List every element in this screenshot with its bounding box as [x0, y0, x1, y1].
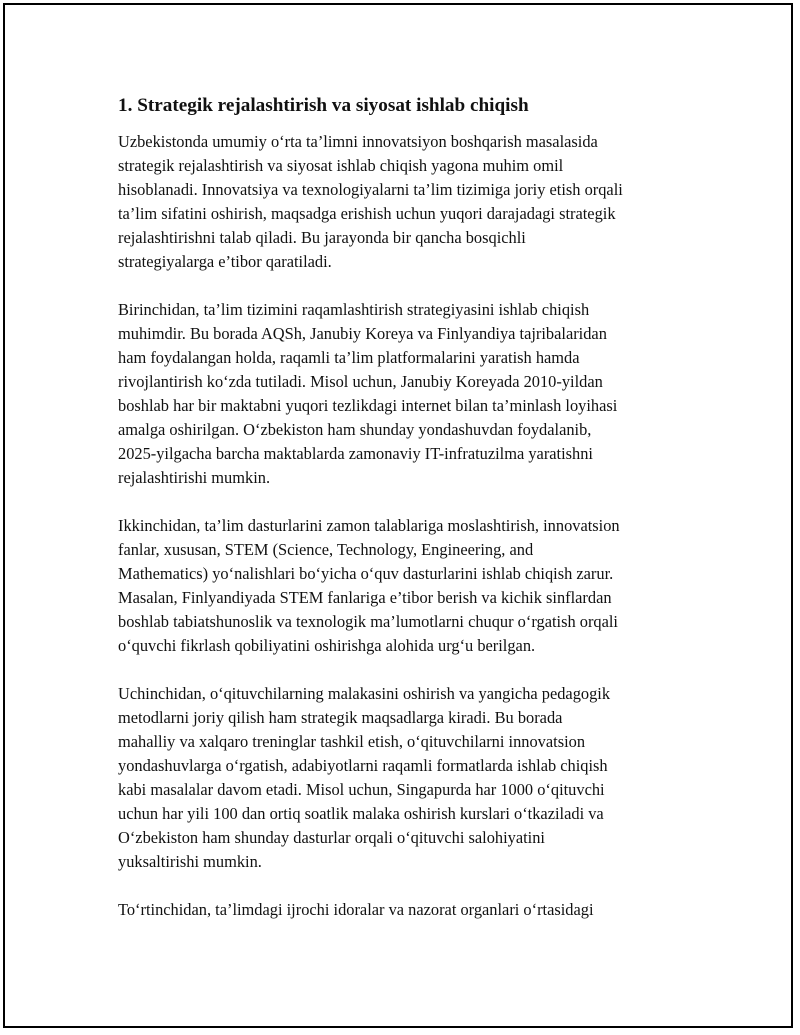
- text-line: Uchinchidan, o‘qituvchilarning malakasini oshirish va yangicha pedagogik: [118, 684, 611, 703]
- text-line: Masalan, Finlyandiyada STEM fanlariga e’tibor berish va kichik sinflardan: [118, 588, 612, 607]
- text-line: uchun har yili 100 dan ortiq soatlik malaka oshirish kurslari o‘tkaziladi va: [118, 804, 604, 823]
- text-line: boshlab tabiatshunoslik va texnologik ma’lumotlarni chuqur o‘rgatish orqali: [118, 612, 618, 631]
- text-line: kabi masalalar davom etadi. Misol uchun, Singapurda har 1000 o‘qituvchi: [118, 780, 605, 799]
- text-line: rejalashtirishni talab qiladi. Bu jarayonda bir qancha bosqichli: [118, 228, 526, 247]
- text-line: fanlar, xususan, STEM (Science, Technology, Engineering, and: [118, 540, 534, 559]
- text-line: metodlarni joriy qilish ham strategik maqsadlarga kiradi. Bu borada: [118, 708, 563, 727]
- text-line: amalga oshirilgan. O‘zbekiston ham shunday yondashuvdan foydalanib,: [118, 420, 592, 439]
- text-line: mahalliy va xalqaro treninglar tashkil etish, o‘qituvchilarni innovatsion: [118, 732, 586, 751]
- text-line: yondashuvlarga o‘rgatish, adabiyotlarni raqamli formatlarda ishlab chiqish: [118, 756, 608, 775]
- text-line: Birinchidan, ta’lim tizimini raqamlashtirish strategiyasini ishlab chiqish: [118, 300, 590, 319]
- text-line: strategiyalarga e’tibor qaratiladi.: [118, 252, 332, 271]
- text-line: rejalashtirishi mumkin.: [118, 468, 271, 487]
- paragraph-fourth: [118, 898, 688, 922]
- text-line: yuksaltirishi mumkin.: [118, 852, 262, 871]
- paragraph-second: [118, 514, 688, 658]
- text-line: Uzbekistonda umumiy o‘rta ta’limni innovatsiyon boshqarish masalasida: [118, 132, 598, 151]
- paragraph-first: [118, 298, 688, 490]
- text-line: Mathematics) yo‘nalishlari bo‘yicha o‘quv dasturlarini ishlab chiqish zarur.: [118, 564, 614, 583]
- text-line: hisoblanadi. Innovatsiya va texnologiyalarni ta’lim tizimiga joriy etish orqali: [118, 180, 623, 199]
- text-line: To‘rtinchidan, ta’limdagi ijrochi idoralar va nazorat organlari o‘rtasidagi: [118, 900, 594, 919]
- text-line: ham foydalangan holda, raqamli ta’lim platformalarini yaratish hamda: [118, 348, 580, 367]
- text-line: boshlab har bir maktabni yuqori tezlikdagi internet bilan ta’minlash loyihasi: [118, 396, 618, 415]
- document-body: [118, 94, 688, 946]
- text-line: 2025-yilgacha barcha maktablarda zamonaviy IT-infratuzilma yaratishni: [118, 444, 593, 463]
- text-line: ta’lim sifatini oshirish, maqsadga erishish uchun yuqori darajadagi strategik: [118, 204, 616, 223]
- text-line: o‘quvchi fikrlash qobiliyatini oshirishga alohida urg‘u berilgan.: [118, 636, 536, 655]
- text-line: strategik rejalashtirish va siyosat ishlab chiqish yagona muhim omil: [118, 156, 564, 175]
- text-line: Ikkinchidan, ta’lim dasturlarini zamon talablariga moslashtirish, innovatsion: [118, 516, 620, 535]
- paragraph-intro: [118, 130, 688, 274]
- section-heading: 1. Strategik rejalashtirish va siyosat ishlab chiqish: [118, 95, 529, 116]
- text-line: rivojlantirish ko‘zda tutiladi. Misol uchun, Janubiy Koreyada 2010-yildan: [118, 372, 603, 391]
- text-line: muhimdir. Bu borada AQSh, Janubiy Koreya va Finlyandiya tajribalaridan: [118, 324, 607, 343]
- paragraph-third: [118, 682, 688, 874]
- text-line: O‘zbekiston ham shunday dasturlar orqali o‘qituvchi salohiyatini: [118, 828, 545, 847]
